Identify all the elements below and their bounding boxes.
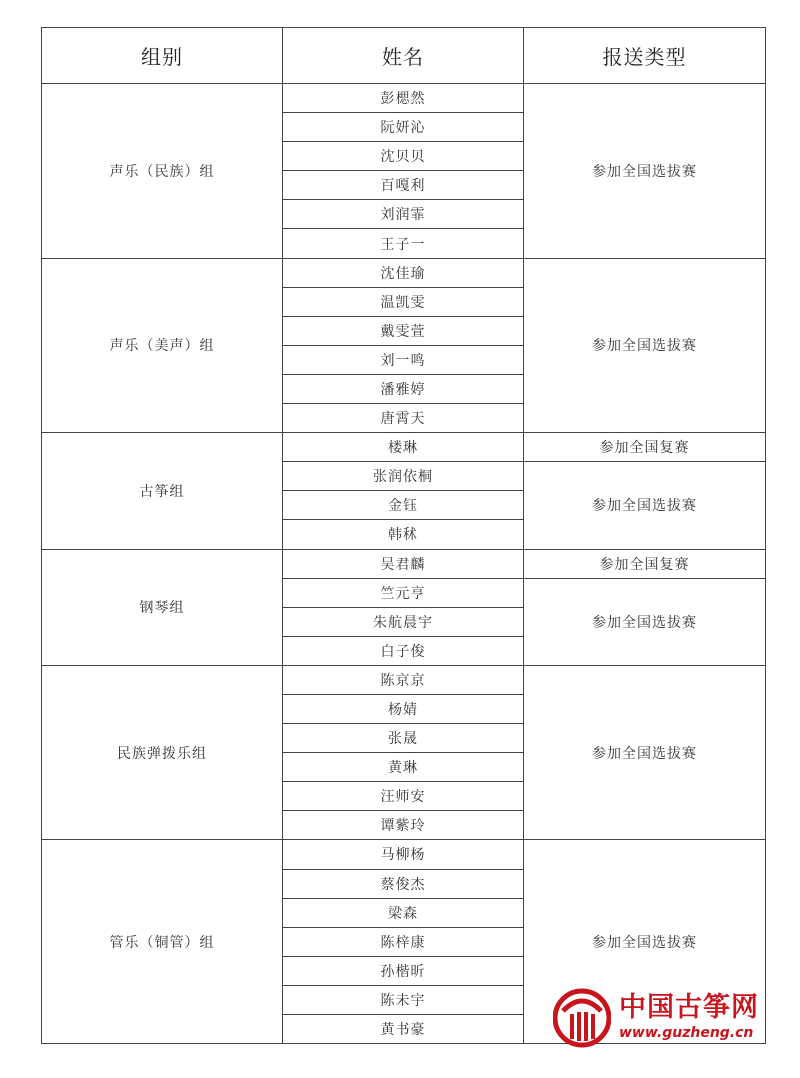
- member-name-cell: 彭楒然: [283, 84, 524, 113]
- table-row: [42, 84, 766, 113]
- member-name-cell: 温凯雯: [283, 287, 524, 316]
- guzheng-logo-icon: [553, 987, 611, 1049]
- table-row: [42, 433, 766, 462]
- submission-type-cell: 参加全国选拔赛: [524, 578, 766, 665]
- member-name-cell: 阮妍沁: [283, 113, 524, 142]
- member-name-cell: 蔡俊杰: [283, 869, 524, 898]
- member-name-cell: 白子俊: [283, 636, 524, 665]
- member-name-cell: 百嘎利: [283, 171, 524, 200]
- member-name-cell: 黄琳: [283, 753, 524, 782]
- header-name: 姓名: [283, 28, 524, 84]
- member-name-cell: 沈佳瑜: [283, 258, 524, 287]
- watermark-url: www.guzheng.cn: [619, 1025, 754, 1041]
- table-body: [42, 84, 766, 1044]
- results-table: [41, 27, 766, 1044]
- table-row: [42, 549, 766, 578]
- member-name-cell: 马柳杨: [283, 840, 524, 869]
- member-name-cell: 刘润霏: [283, 200, 524, 229]
- group-cell: 声乐（美声）组: [42, 258, 283, 433]
- group-cell: 钢琴组: [42, 549, 283, 665]
- submission-type-cell: 参加全国选拔赛: [524, 665, 766, 840]
- member-name-cell: 陈梓康: [283, 927, 524, 956]
- member-name-cell: 潘雅婷: [283, 374, 524, 403]
- header-group: 组别: [42, 28, 283, 84]
- member-name-cell: 汪师安: [283, 782, 524, 811]
- member-name-cell: 孙楷昕: [283, 956, 524, 985]
- group-cell: 管乐（铜管）组: [42, 840, 283, 1044]
- submission-type-cell: 参加全国复赛: [524, 433, 766, 462]
- member-name-cell: 谭紫玲: [283, 811, 524, 840]
- group-cell: 古筝组: [42, 433, 283, 549]
- member-name-cell: 朱航晨宇: [283, 607, 524, 636]
- member-name-cell: 韩秫: [283, 520, 524, 549]
- group-cell: 民族弹拨乐组: [42, 665, 283, 840]
- member-name-cell: 黄书豪: [283, 1015, 524, 1044]
- submission-type-cell: 参加全国选拔赛: [524, 258, 766, 433]
- member-name-cell: 陈未宇: [283, 985, 524, 1014]
- member-name-cell: 唐霄天: [283, 404, 524, 433]
- member-name-cell: 吴君麟: [283, 549, 524, 578]
- site-watermark: [553, 985, 798, 1055]
- submission-type-cell: 参加全国选拔赛: [524, 840, 766, 1044]
- member-name-cell: 杨婧: [283, 694, 524, 723]
- member-name-cell: 王子一: [283, 229, 524, 258]
- member-name-cell: 沈贝贝: [283, 142, 524, 171]
- watermark-title: 中国古筝网: [619, 992, 759, 1023]
- submission-type-cell: 参加全国复赛: [524, 549, 766, 578]
- member-name-cell: 陈京京: [283, 665, 524, 694]
- member-name-cell: 楼琳: [283, 433, 524, 462]
- submission-type-cell: 参加全国选拔赛: [524, 84, 766, 259]
- member-name-cell: 刘一鸣: [283, 345, 524, 374]
- member-name-cell: 戴雯萱: [283, 316, 524, 345]
- member-name-cell: 金钰: [283, 491, 524, 520]
- member-name-cell: 张晟: [283, 724, 524, 753]
- header-type: 报送类型: [524, 28, 766, 84]
- table-row: [42, 840, 766, 869]
- member-name-cell: 竺元亨: [283, 578, 524, 607]
- group-cell: 声乐（民族）组: [42, 84, 283, 259]
- submission-type-cell: 参加全国选拔赛: [524, 462, 766, 549]
- table-row: [42, 258, 766, 287]
- table-row: [42, 665, 766, 694]
- member-name-cell: 梁森: [283, 898, 524, 927]
- member-name-cell: 张润依桐: [283, 462, 524, 491]
- header-row: [42, 28, 766, 84]
